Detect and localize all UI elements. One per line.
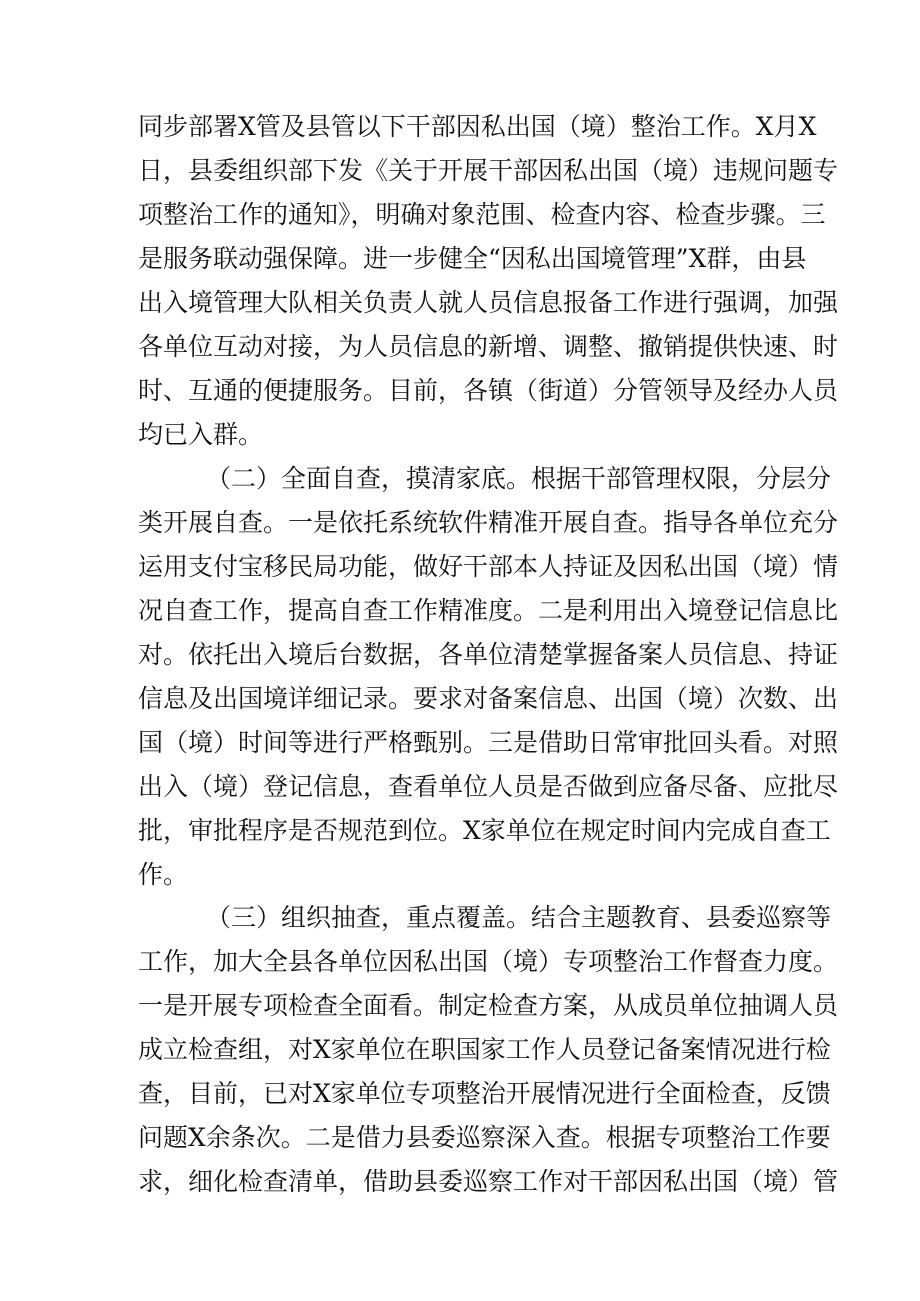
text-line: 运用支付宝移民局功能，做好干部本人持证及因私出国（境）情 — [138, 552, 839, 581]
text-line: 信息及出国境详细记录。要求对备案信息、出国（境）次数、出 — [138, 684, 839, 713]
text-line: （三）组织抽查，重点覆盖。结合主题教育、县委巡察等 — [206, 903, 832, 932]
text-line: 国（境）时间等进行严格甄别。三是借助日常审批回头看。对照 — [138, 728, 839, 757]
text-line: 项整治工作的通知》，明确对象范围、检查内容、检查步骤。三 — [138, 200, 826, 229]
text-line: 查，目前，已对X家单位专项整治开展情况进行全面检查，反馈 — [138, 1079, 831, 1108]
text-line: 同步部署X管及县管以下干部因私出国（境）整治工作。X月X — [138, 112, 817, 141]
text-line: 工作，加大全县各单位因私出国（境）专项整治工作督查力度。 — [138, 947, 839, 976]
text-line: 时、互通的便捷服务。目前，各镇（街道）分管领导及经办人员 — [138, 376, 839, 405]
text-line: 求，细化检查清单，借助县委巡察工作对干部因私出国（境）管 — [138, 1167, 839, 1196]
text-line: 作。 — [138, 860, 189, 889]
text-line: 对。依托出入境后台数据，各单位清楚掌握备案人员信息、持证 — [138, 640, 839, 669]
text-line: 各单位互动对接，为人员信息的新增、调整、撤销提供快速、时 — [138, 332, 839, 361]
text-line: 日，县委组织部下发《关于开展干部因私出国（境）违规问题专 — [138, 156, 839, 185]
text-line: （二）全面自查，摸清家底。根据干部管理权限，分层分 — [206, 464, 832, 493]
text-line: 况自查工作，提高自查工作精准度。二是利用出入境登记信息比 — [138, 596, 839, 625]
text-line: 均已入群。 — [138, 420, 264, 449]
text-line: 出入（境）登记信息，查看单位人员是否做到应备尽备、应批尽 — [138, 772, 839, 801]
text-line: 批，审批程序是否规范到位。X家单位在规定时间内完成自查工 — [138, 816, 831, 845]
text-line: 类开展自查。一是依托系统软件精准开展自查。指导各单位充分 — [138, 508, 839, 537]
text-line: 出入境管理大队相关负责人就人员信息报备工作进行强调，加强 — [138, 288, 839, 317]
text-line: 一是开展专项检查全面看。制定检查方案，从成员单位抽调人员 — [138, 991, 839, 1020]
text-line: 成立检查组，对X家单位在职国家工作人员登记备案情况进行检 — [138, 1035, 831, 1064]
text-line: 是服务联动强保障。进一步健全“因私出国境管理”X群，由县 — [138, 244, 807, 273]
text-line: 问题X余条次。二是借力县委巡察深入查。根据专项整治工作要 — [138, 1123, 831, 1152]
